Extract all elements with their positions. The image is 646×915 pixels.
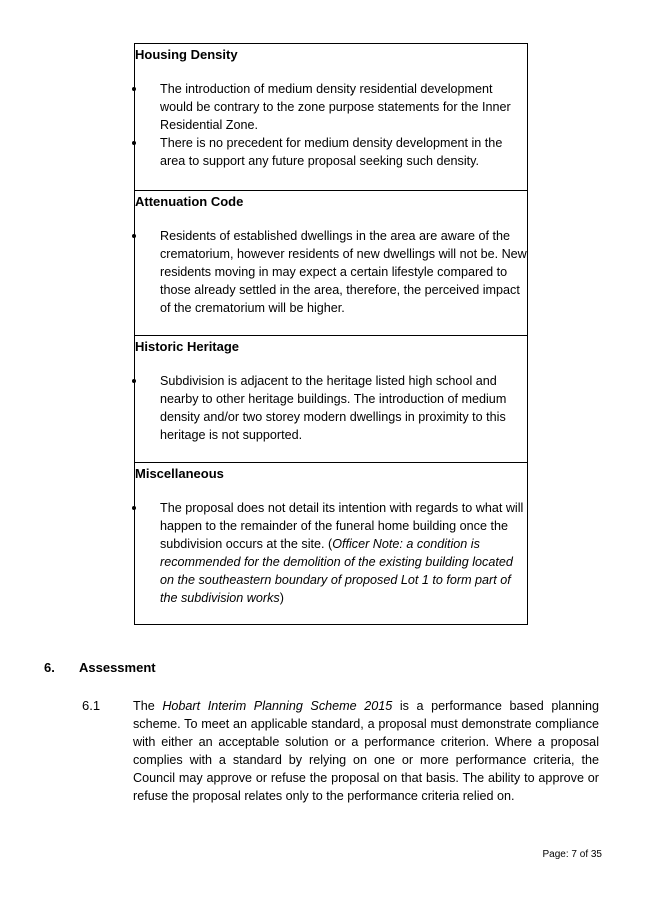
section-number: 6. <box>44 660 55 675</box>
bullet-list <box>135 499 527 607</box>
bullet-item <box>135 372 527 444</box>
bullet-item <box>135 499 527 607</box>
para-text: The <box>133 699 163 713</box>
bullet-item <box>135 80 527 134</box>
officer-note: Officer Note: a condition is recommended for the demolition of the existing building located on the southeastern boundary of proposed Lot 1 to form part of the subdivision works <box>160 537 513 605</box>
bullet-item <box>135 134 527 170</box>
bullet-icon <box>131 499 136 517</box>
bullet-text: Subdivision is adjacent to the heritage listed high school and nearby to other heritage buildings. The introduction of medium density and/or two storey modern dwellings in proximity to this heritage is not supported. <box>160 374 507 442</box>
section-title: Housing Density <box>135 47 238 62</box>
bullet-list <box>135 372 527 444</box>
section-title: Historic Heritage <box>135 339 240 354</box>
bullet-item <box>135 227 527 317</box>
assessment-paragraph <box>133 697 599 805</box>
bullet-text: The introduction of medium density residential development would be contrary to the zone purpose statements for the Inner Residential Zone. <box>160 82 511 132</box>
section-title: Miscellaneous <box>135 466 224 481</box>
section-attenuation-code <box>135 190 527 335</box>
section-housing-density <box>135 44 527 190</box>
bullet-icon <box>131 80 136 98</box>
bullet-list <box>135 227 527 317</box>
bullet-icon <box>131 134 136 152</box>
bullet-icon <box>131 227 136 245</box>
section-miscellaneous <box>135 462 527 624</box>
objections-table <box>134 43 528 625</box>
section-heading: Assessment <box>79 660 156 675</box>
section-historic-heritage <box>135 335 527 462</box>
scheme-name: Hobart Interim Planning Scheme 2015 <box>162 699 393 713</box>
section-title: Attenuation Code <box>135 194 244 209</box>
bullet-icon <box>131 372 136 390</box>
para-text: is a performance based planning scheme. To meet an applicable standard, a proposal must demonstrate compliance with either an acceptable solution or a performance criterion. Where a proposal complies with a standard by relying on one or more performance criteria, the Council may approve or refuse the proposal on that basis. The ability to approve or refuse the proposal relates only to the performance criteria relied on. <box>133 699 599 803</box>
page-number: Page: 7 of 35 <box>542 849 602 860</box>
bullet-text: Residents of established dwellings in the area are aware of the crematorium, however residents of new dwellings will not be. New residents moving in may expect a certain lifestyle compared to those already settled in the area, therefore, the perceived impact of the crematorium will be higher. <box>160 229 527 315</box>
bullet-text: The proposal does not detail its intention with regards to what will happen to the remainder of the funeral home building once the subdivision occurs at the site. ( <box>160 501 524 551</box>
bullet-list <box>135 80 527 170</box>
bullet-text: There is no precedent for medium density development in the area to support any future proposal seeking such density. <box>160 136 503 168</box>
bullet-text-end: ) <box>279 591 284 605</box>
paragraph-number: 6.1 <box>82 698 101 713</box>
